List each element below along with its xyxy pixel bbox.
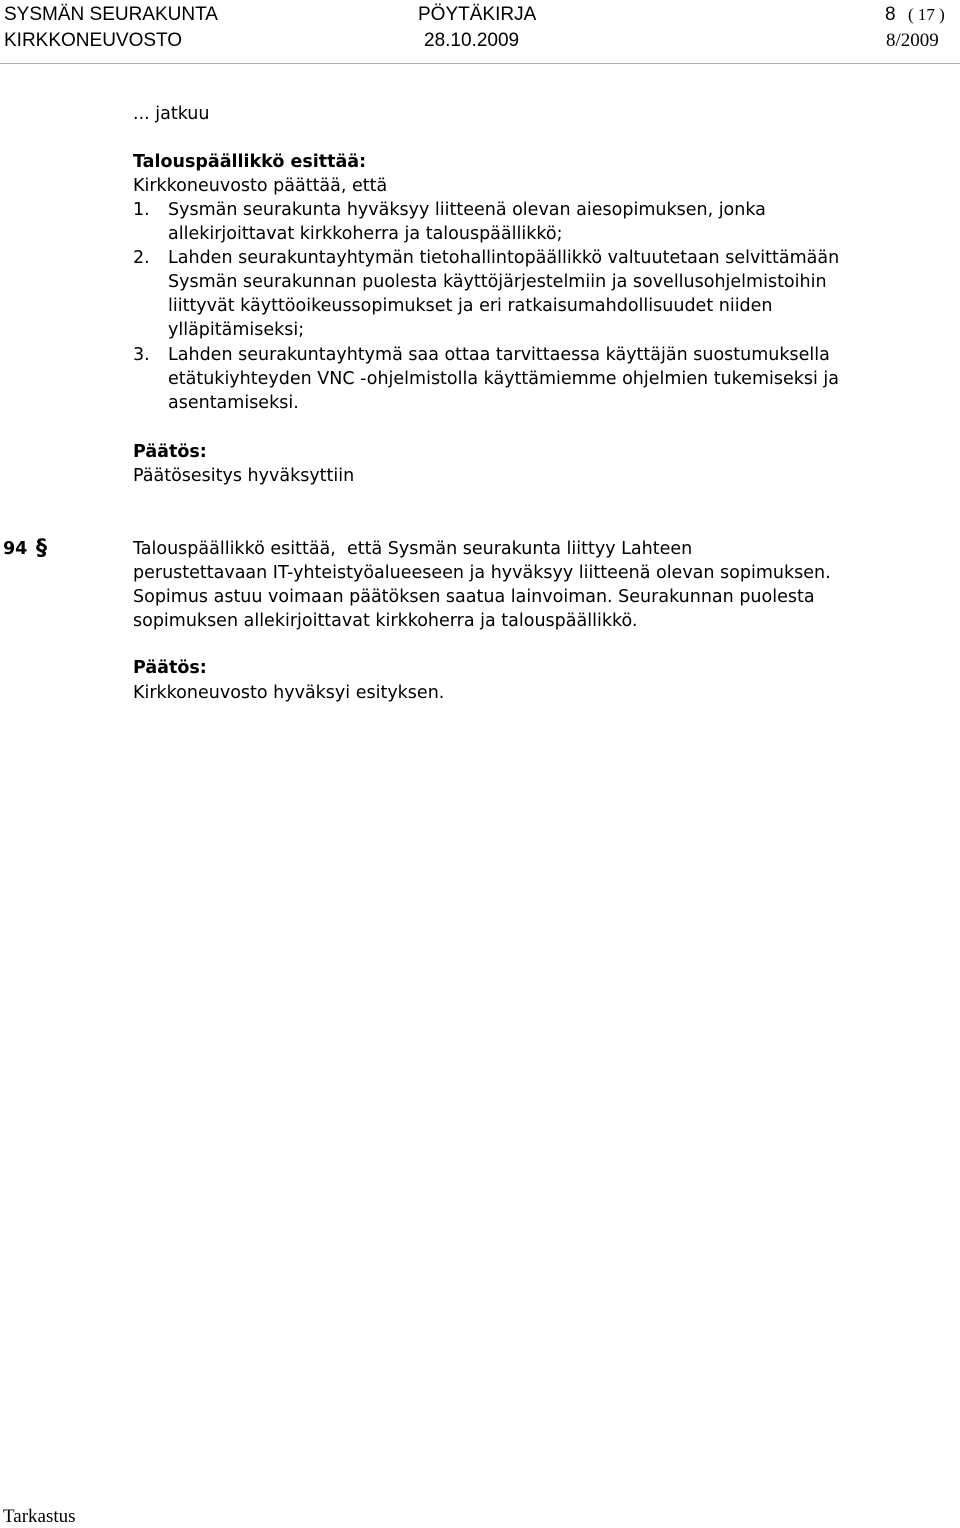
item-number: 2.	[133, 248, 150, 268]
item-line: asentamiseksi.	[168, 393, 299, 413]
header-body-name: KIRKKONEUVOSTO	[4, 30, 183, 51]
section94-line: sopimuksen allekirjoittavat kirkkoherra ja talouspäällikkö.	[133, 611, 638, 631]
header-page-number: 8	[885, 4, 896, 25]
footer-label: Tarkastus	[3, 1506, 76, 1527]
header-divider	[0, 63, 960, 64]
item-number: 3.	[133, 345, 150, 365]
item-line: allekirjoittavat kirkkoherra ja talouspäällikkö;	[168, 224, 563, 244]
continuation-note: ... jatkuu	[133, 104, 210, 124]
item-line: Sysmän seurakunnan puolesta käyttöjärjestelmiin ja sovellusohjelmistoihin	[168, 272, 827, 292]
header-meeting-no: 8/2009	[886, 30, 939, 51]
item-line: Lahden seurakuntayhtymä saa ottaa tarvittaessa käyttäjän suostumuksella	[168, 345, 830, 365]
proposal-intro: Kirkkoneuvosto päättää, että	[133, 176, 388, 196]
item-line: etätukiyhteyden VNC -ohjelmistolla käyttämiemme ohjelmien tukemiseksi ja	[168, 369, 839, 389]
item-line: Sysmän seurakunta hyväksyy liitteenä olevan aiesopimuksen, jonka	[168, 200, 766, 220]
section94-line: Talouspäällikkö esittää, että Sysmän seurakunta liittyy Lahteen	[133, 539, 693, 559]
section-number: 94	[3, 539, 28, 559]
section94-line: Sopimus astuu voimaan päätöksen saatua lainvoiman. Seurakunnan puolesta	[133, 587, 815, 607]
item-line: Lahden seurakuntayhtymän tietohallintopäällikkö valtuutetaan selvittämään	[168, 248, 840, 268]
section94-decision-heading: Päätös:	[133, 658, 207, 678]
proposal-item-1	[133, 198, 943, 246]
section94-line: perustettavaan IT-yhteistyöalueeseen ja hyväksyy liitteenä olevan sopimuksen.	[133, 563, 831, 583]
item-number: 1.	[133, 200, 150, 220]
item-line: ylläpitämiseksi;	[168, 320, 305, 340]
header-page-total: ( 17 )	[908, 5, 945, 24]
section94-decision-text: Kirkkoneuvosto hyväksyi esityksen.	[133, 683, 445, 703]
section94-body	[133, 537, 948, 633]
proposer-heading: Talouspäällikkö esittää:	[133, 152, 367, 172]
proposal-item-2	[133, 246, 943, 342]
header-org: SYSMÄN SEURAKUNTA	[4, 4, 218, 25]
item-line: liittyvät käyttöoikeussopimukset ja eri ratkaisumahdollisuudet niiden	[168, 296, 773, 316]
decision-text: Päätösesitys hyväksyttiin	[133, 466, 355, 486]
section-symbol: §	[36, 536, 47, 561]
proposal-item-3	[133, 343, 943, 415]
header-date: 28.10.2009	[424, 30, 520, 51]
decision-heading: Päätös:	[133, 442, 207, 462]
header-doc-type: PÖYTÄKIRJA	[418, 4, 537, 25]
